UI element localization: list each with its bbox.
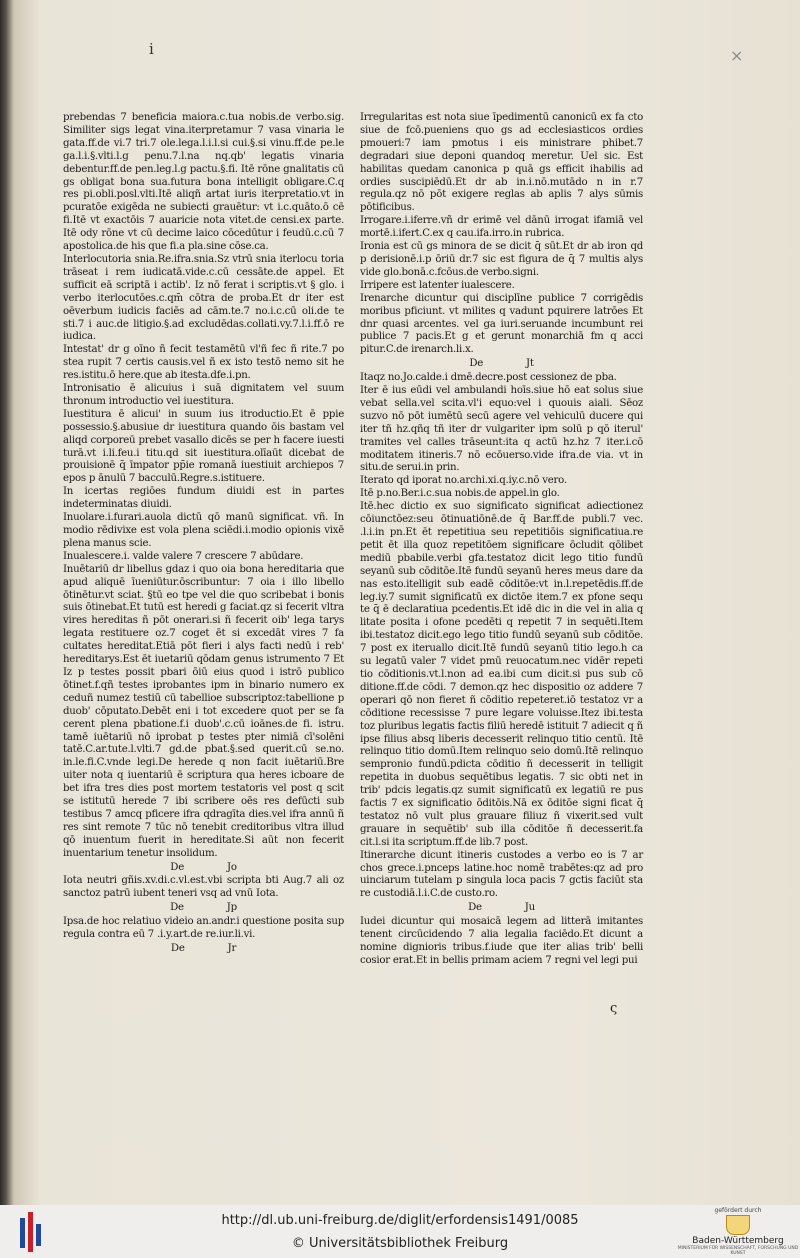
sponsor-logo[interactable] bbox=[676, 1205, 800, 1258]
section-heading: De Jo bbox=[170, 861, 237, 873]
footer-bar bbox=[0, 1205, 800, 1258]
text-paragraph: Itinerarche dicunt itineris custodes a verbo eo is 7 ar chos grece.i.pnceps latine.hoc nomē trabētes:qz ad pro uinciarum tutelam p singula loca pacis 7 gctis faciūt sta re custodiā.l.i.C.de custo.ro. bbox=[360, 849, 643, 900]
right-text-column bbox=[360, 112, 643, 968]
catchword: ς bbox=[610, 1001, 618, 1016]
text-paragraph: Iudei dicuntur qui mosaicā legem ad litterā imitantes tenent circūcidendo 7 alia legalia faciēdo.Et dicunt a nomine dignioris tribus.f.iude que iter alias trib' belli cosior erat.Et in bellis primam aciem 7 regni vel legi pui bbox=[360, 916, 643, 966]
text-paragraph: Irenarche dicuntur qui disciplīne publice 7 corrigēdis moribus pficiunt. vt milites q vadunt pquirere latrōes Et dnr quasi arcentes. vel ga iuri.seruande incumbunt rei publice 7 pacis.Et g et gerunt monarchiā fm q acci pitur.C.de irenarch.li.x. bbox=[360, 292, 643, 356]
text-paragraph: Iter ē ius eūdi vel ambulandi hoīs.siue hō eat solus siue vebat sella.vel scita.vl'i equo:vel i quouis aiali. Sēoz suzvo nō pōt iumētū secū agere vel vehiculū ducere qui iter tñ hz.qñq tñ iter dr vulgariter ipm solū p qō iterul' tramites vel calles trāseunt:ita q actū hz.hz 7 iter.i.cō moditatem itineris.7 nō ecōuerso.vide ifra.de via. vt in situ.de serui.in prin. bbox=[360, 385, 643, 474]
page-marker: i bbox=[149, 40, 154, 58]
close-icon[interactable]: × bbox=[730, 46, 744, 65]
section-heading: De Jt bbox=[469, 358, 534, 370]
text-paragraph: Iota neutri gñis.xv.di.c.vl.est.vbi scripta bti Aug.7 ali oz sanctoz patrū iubent teneri vsq ad vnū Iota. bbox=[63, 875, 344, 900]
left-text-column bbox=[63, 112, 344, 957]
text-paragraph: Ironia est cū gs minora de se dicit q̄ sūt.Et dr ab iron qd p derisionē.i.p ōriū dr.7 sic est figura de q̄ 7 multis alys vide glo.bonā.c.fcōus.de verbo.signi. bbox=[360, 241, 643, 278]
text-paragraph: In icertas regiōes fundum diuidi est in partes indeterminatas diuidi. bbox=[63, 486, 344, 511]
copyright-text: © Universitätsbibliothek Freiburg bbox=[291, 1236, 509, 1251]
text-paragraph: Irrogare.i.iferre.vñ dr erimē vel dānū irrogat ifamiā vel mortē.i.ifert.C.ex q cau.ifa.irro.in rubrica. bbox=[360, 215, 643, 240]
text-paragraph: Itaqz no.Jo.calde.i dmē.decre.post cessionez de pba. bbox=[360, 372, 617, 384]
permalink-url[interactable]: http://dl.ub.uni-freiburg.de/diglit/erfordensis1491/0085 bbox=[221, 1213, 579, 1228]
text-paragraph: Iterato qd iporat no.archi.xi.q.iy.c.nō vero. bbox=[360, 475, 567, 487]
text-paragraph: Interlocutoria snia.Re.ifra.snia.Sz vtrū snia iterlocu toria trāseat i rem iudicatā.vide.c.cū cessāte.de appel. Et sufficit eā scriptā i actib'. Iz nō ferat i scriptis.vt § glo. i verbo iterlocutōes.c.qm̄ cōtra de proba.Et dr iter est oēverbum iudicis faciēs ad cām.te.7 no.i.c.cū oli.de te sti.7 i auc.de litigio.§.ad excludēdas.collati.vy.7.l.i.ff.ō re iudica. bbox=[63, 253, 344, 343]
text-paragraph: Inuētariū dr libellus gdaz i quo oia bona hereditaria que apud aliquē īueniūtur.ōscribuntur: 7 oia i illo libello ōtinētur.vt sciat. §tū eo tpe vel die quo scribebat i bonis suis ōtinebat.Et tutū est heredi g faciat.qz si fecerit vltra vires hereditas ñ pōt onerari.si ñ fecerit oib' lega tarys legata restituere oz.7 coget ēt si excedāt vires 7 fa cultates hereditat.Etiā pōt fieri i alys facti nedū i reb' hereditarys.Est ēt iuetariū qōdam genus istrumento 7 Et Iz p testes possit pbari ōiū eius quod i istrō publico ōtinet.f.qñ testes iprobantes ipm in binario numero ex ceduñ numez testiū cū tabellioe subscriptoz:tabellione p duob' cōputato.Debēt eni i tot excedere quot per se fa cerent plena pbatione.f.i duob'.c.cū ioānes.de fi. istru. tamē iuētariū nō iprobat p testes pter nimiā cī'solēni tatē.C.ar.tute.l.vlti.7 gd.de pbat.§.sed querit.cū se.no. in.le.fi.C.vnde legi.De herede q non facit iuētariū.Bre uiter nota q iuentariū ē scriptura qua heres icboare de bet ifra tres dies post mortem testatoris vel post q scit se istitutū herede 7 ibi scribere oēs res defūcti sub testibus 7 amcq pficere ifra qdragīta dies.vel ifra annū ñ res sint remote 7 tūc nō tenebit creditoribus vltra illud qō inuentum fuerit in hereditate.Si aūt non fecerit inuentarium tenetur insolidum. bbox=[63, 563, 344, 859]
text-paragraph: Irregularitas est nota siue īpedimentū canonicū ex fa cto siue de fcō.pueniens quo gs ad ecclesiasticos ordies pmoueri:7 iam pmotus i eis ministrare phibet.7 degradari siue deponi quandoq meretur. Uel sic. Est habilitas quedam canonica p quā gs efficit ihabilis ad ordies suscipiēdū.Et dr ab in.i.nō.mutādo n in r.7 regula.qz nō pōt exigere reglas ab aplis 7 alys sūmis pōtificibus. bbox=[360, 112, 643, 214]
text-paragraph: Iuestitura ē alicui' in suum ius itroductio.Et ē ppie possessio.§.abusiue dr iuestitura quando ōis bastam vel aliqd corporeū prebet vasallo dicēs se per h facere iuesti turā.vt i.li.feu.i titu.qd sit iuestitura.olīaūt dicebat de prouisionē q̄ īmpator pp̄ie romanā iuestiuit archiepos 7 epos p ānulū 7 bacculū.Regre.s.istituere. bbox=[63, 408, 344, 485]
text-paragraph: Inualescere.i. valde valere 7 crescere 7 abūdare. bbox=[63, 550, 304, 562]
crest-icon bbox=[726, 1215, 750, 1235]
text-paragraph: Itē p.no.Ber.i.c.sua nobis.de appel.in glo. bbox=[360, 488, 560, 500]
sponsor-ministry: MINISTERIUM FÜR WISSENSCHAFT, FORSCHUNG UND KUNST bbox=[677, 1246, 799, 1256]
sponsor-label: gefördert durch bbox=[714, 1207, 762, 1214]
text-paragraph: Intronisatio ē alicuius i suā dignitatem vel suum thronum introductio vel iuestitura. bbox=[63, 383, 344, 407]
text-paragraph: Inuolare.i.furari.auola dictū qō manū significat. vñ. In modio rēdivixe est vola plena sciēdi.i.modio opionis vixē plena manus scie. bbox=[63, 512, 344, 549]
section-heading: De Jr bbox=[170, 943, 237, 954]
section-heading: De Jp bbox=[170, 902, 237, 914]
section-heading: De Ju bbox=[468, 902, 535, 914]
text-paragraph: Ipsa.de hoc relatiuo videio an.andr.i questione posita sup regula contra eū 7 .i.y.art.de re.iur.li.vi. bbox=[63, 916, 344, 941]
text-paragraph: Intestat' dr g oīno ñ fecit testamētū vl'ñ fec ñ rite.7 po stea rupit 7 certis causis.vel ñ ex isto testō nemo sit he res.istitu.ō here.que ab itesta.dfe.i.pn. bbox=[63, 344, 344, 382]
text-paragraph: prebendas 7 beneficia maiora.c.tua nobis.de verbo.sig. Similiter sigs legat vina.iterpretamur 7 vasa vinaria le gata.ff.de vi.7 tri.7 ole.lega.l.i.l.si cui.§.si vinu.ff.de pe.le ga.l.i.§.vlti.l.g penu.7.l.na nq.qb' legatis vinaria debentur.ff.de pen.leg.l.g pactu.§.fi. Itē rōne gnalitatis cū gs obligat bona sua.futura bona intelligit obligare.C.q res pi.obli.posl.vlti.Itē aliqñ artat iuris iterpretatio.vt in pcuratōe exigēda ne subiecti grauētur: vt i.c.quāto.ō cē fi.Itē vt exactōis 7 auaricie nota vitet.de censi.ex parte. Itē ody rōne vt cū decime laico cōcedūtur i feudū.c.cū 7 apostolica.de his que fi.a pla.sine cōse.ca. bbox=[63, 112, 344, 253]
text-paragraph: Irripere est latenter iualescere. bbox=[360, 279, 515, 291]
sponsor-name: Baden-Württemberg bbox=[692, 1236, 784, 1246]
text-paragraph: Itē.hec dictio ex suo significato significat adiectionez cōiunctōez:seu ōtinuatiōnē.de q̄ Bar.ff.de publi.7 vec. .l.i.in pn.Et ēt repetitiua seu repetitiōis significatiua.re petit ēt illa quoz repetitōem significare ōcludit qōlibet mediū pbabile.verbi gfa.testatoz dicit lego titio fundū seyanū sub cōditōe.Itē fundū seyanū heres meus dare da nas esto.itelligit sub eadē cōditōe:vt in.l.repetēdis.ff.de leg.iy.7 sumit significatū ex dictōe item.7 ex pfone sequ te q̄ ē declaratiua pcedentis.Et idē dic in die vel in alia q litate posita i ofone pcedēti q repetit 7 in sequēti.Item ibi.testatoz dicit.ego lego titio fundū seyanū sub cōditōe. 7 post ex iteruallo dicit.Itē fundū seyanū titio lego.h ca su legatū valer 7 videt pmū reuocatum.nec vidēr repeti tio cōditionis.vt.l.non ad ea.ibi cum dicit.si pus sub cō ditione.ff.de cōdi. 7 demon.qz hec dispositio oz addere 7 operari qō non fieret ñ cōditio repeteret.iō testatoz vr a cōditione recessisse 7 pure legare voluisse.Itez ibi.testa toz pluribus legatis factis filiū heredē istituit 7 adiecit q ñ ipse filius absq liberis decesserit relinquo titio centū. Itē relinquo titio domū.Item relinquo seio domū.Itē relinquo sempronio fundū.pdicta cōditio ñ decesserit in telligit repetita in duobus sequētibus legatis. 7 sic obti net in trib' pdcis legatis.qz sumit significatū ex legatiū re pus factis 7 ex significatio ōditōis.Nā ex ōditōe signi ficat q̄ testatoz nō vult plus grauare filiuz ñ vixerit.sed vult grauare in sequētib' sub illa cōditōe ñ decesserit.fa cit.l.si ita scriptum.ff.de lib.7 post. bbox=[360, 501, 643, 848]
